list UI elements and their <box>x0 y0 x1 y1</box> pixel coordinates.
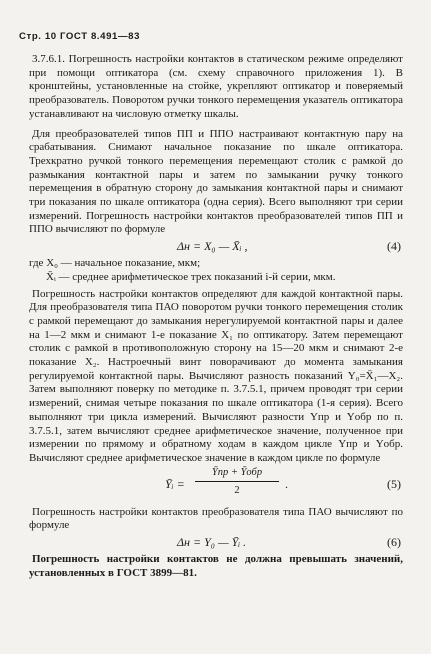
formula-4 <box>29 237 403 257</box>
paragraph-tolerance: Погрешность настройки контактов не должна превышать значений, установленных в ГОСТ 3899—81. <box>29 553 403 579</box>
definition-x0: где X₀ — начальное показание, мкм; <box>29 257 201 270</box>
formula-5-numerator: Ȳпр + Ȳобр <box>195 466 279 483</box>
paragraph-3-7-6-1: 3.7.6.1. Погрешность настройки контактов в статическом режиме определяют при помощи оптикатора (см. схему справочного приложения 1). В кронштейны, установленные на стойке, укрепляют оптикатор и поверяемый преобразователь. Поворотом ручки тонкого перемещения указатель оптикатора устанавливают на числовую отметку шкалы. <box>29 53 403 120</box>
formula-6 <box>29 533 403 553</box>
formula-5-denominator: 2 <box>234 485 240 497</box>
formula-6-expression: Δн = Y₀ — Ȳᵢ . <box>177 535 247 550</box>
document-body <box>29 53 403 581</box>
page-header: Стр. 10 ГОСТ 8.491—83 <box>19 31 141 42</box>
formula-5: Ȳᵢ = Ȳпр + Ȳобр 2 . (5) <box>165 466 401 497</box>
paragraph-pao-formula-intro: Погрешность настройки контактов преобразователя типа ПАО вычисляют по формуле <box>29 505 403 532</box>
formula-4-number: (4) <box>387 239 401 254</box>
formula-4-expression: Δн = X₀ — X̄ᵢ , <box>177 239 248 254</box>
formula-5-number: (5) <box>387 476 401 491</box>
formula-6-number: (6) <box>387 535 401 550</box>
paragraph-pao: Погрешность настройки контактов определяют для каждой контактной пары. Для преобразователя типа ПАО поворотом ручки тонкого перемещения столик с рамкой перемещают до замыкания нерегулируемой контактной пары и далее на 1—2 мкм и снимают 1-е показание X₁ по оптикатору. Затем перемещают столик с рамкой в противоположную сторону на 15—20 мкм и снимают 2-е показание X₂. Настроечный винт поворачивают до момента замыкания регулируемой контактной пары. Вычисляют разность показаний Y₀=X̄₁—X₂. Затем выполняют поверку по методике п. 3.7.5.1, причем проводят три серии измерений, снимая четыре показания по шкале оптикатора (1-я серия). Всего выполняют три цикла измерений. Вычисляют разности Yпр и Yобр по п. 3.7.5.1, затем вычисляют среднее арифметическое значение, полученное при измерении по прямому и обратному ходам в каждом цикле Yпр и Yобр. Вычисляют среднее арифметическое значение в каждом цикле по формуле <box>29 287 403 464</box>
paragraph-pp-ppo: Для преобразователей типов ПП и ППО настраивают контактную пару на срабатывания. Снимают начальное показание по шкале оптикатора. Трехкратно ручкой тонкого перемещения перемещают столик с рамкой до размыкания контактной пары и затем по замыкании ручку тонкого перемещения в обратную сторону до замыкания контактной пары и снимают три показания по шкале оптикатора (одна серия). Всего выполняют три серии измерений. Погрешность настройки контактов преобразователей типов ПП и ППО вычисляют по формуле <box>29 127 403 236</box>
definition-xi: X̄ᵢ — среднее арифметическое трех показаний i-й серии, мкм. <box>46 270 336 283</box>
formula-5-fraction <box>195 466 279 498</box>
formula-5-lhs: Ȳᵢ = <box>165 476 185 491</box>
